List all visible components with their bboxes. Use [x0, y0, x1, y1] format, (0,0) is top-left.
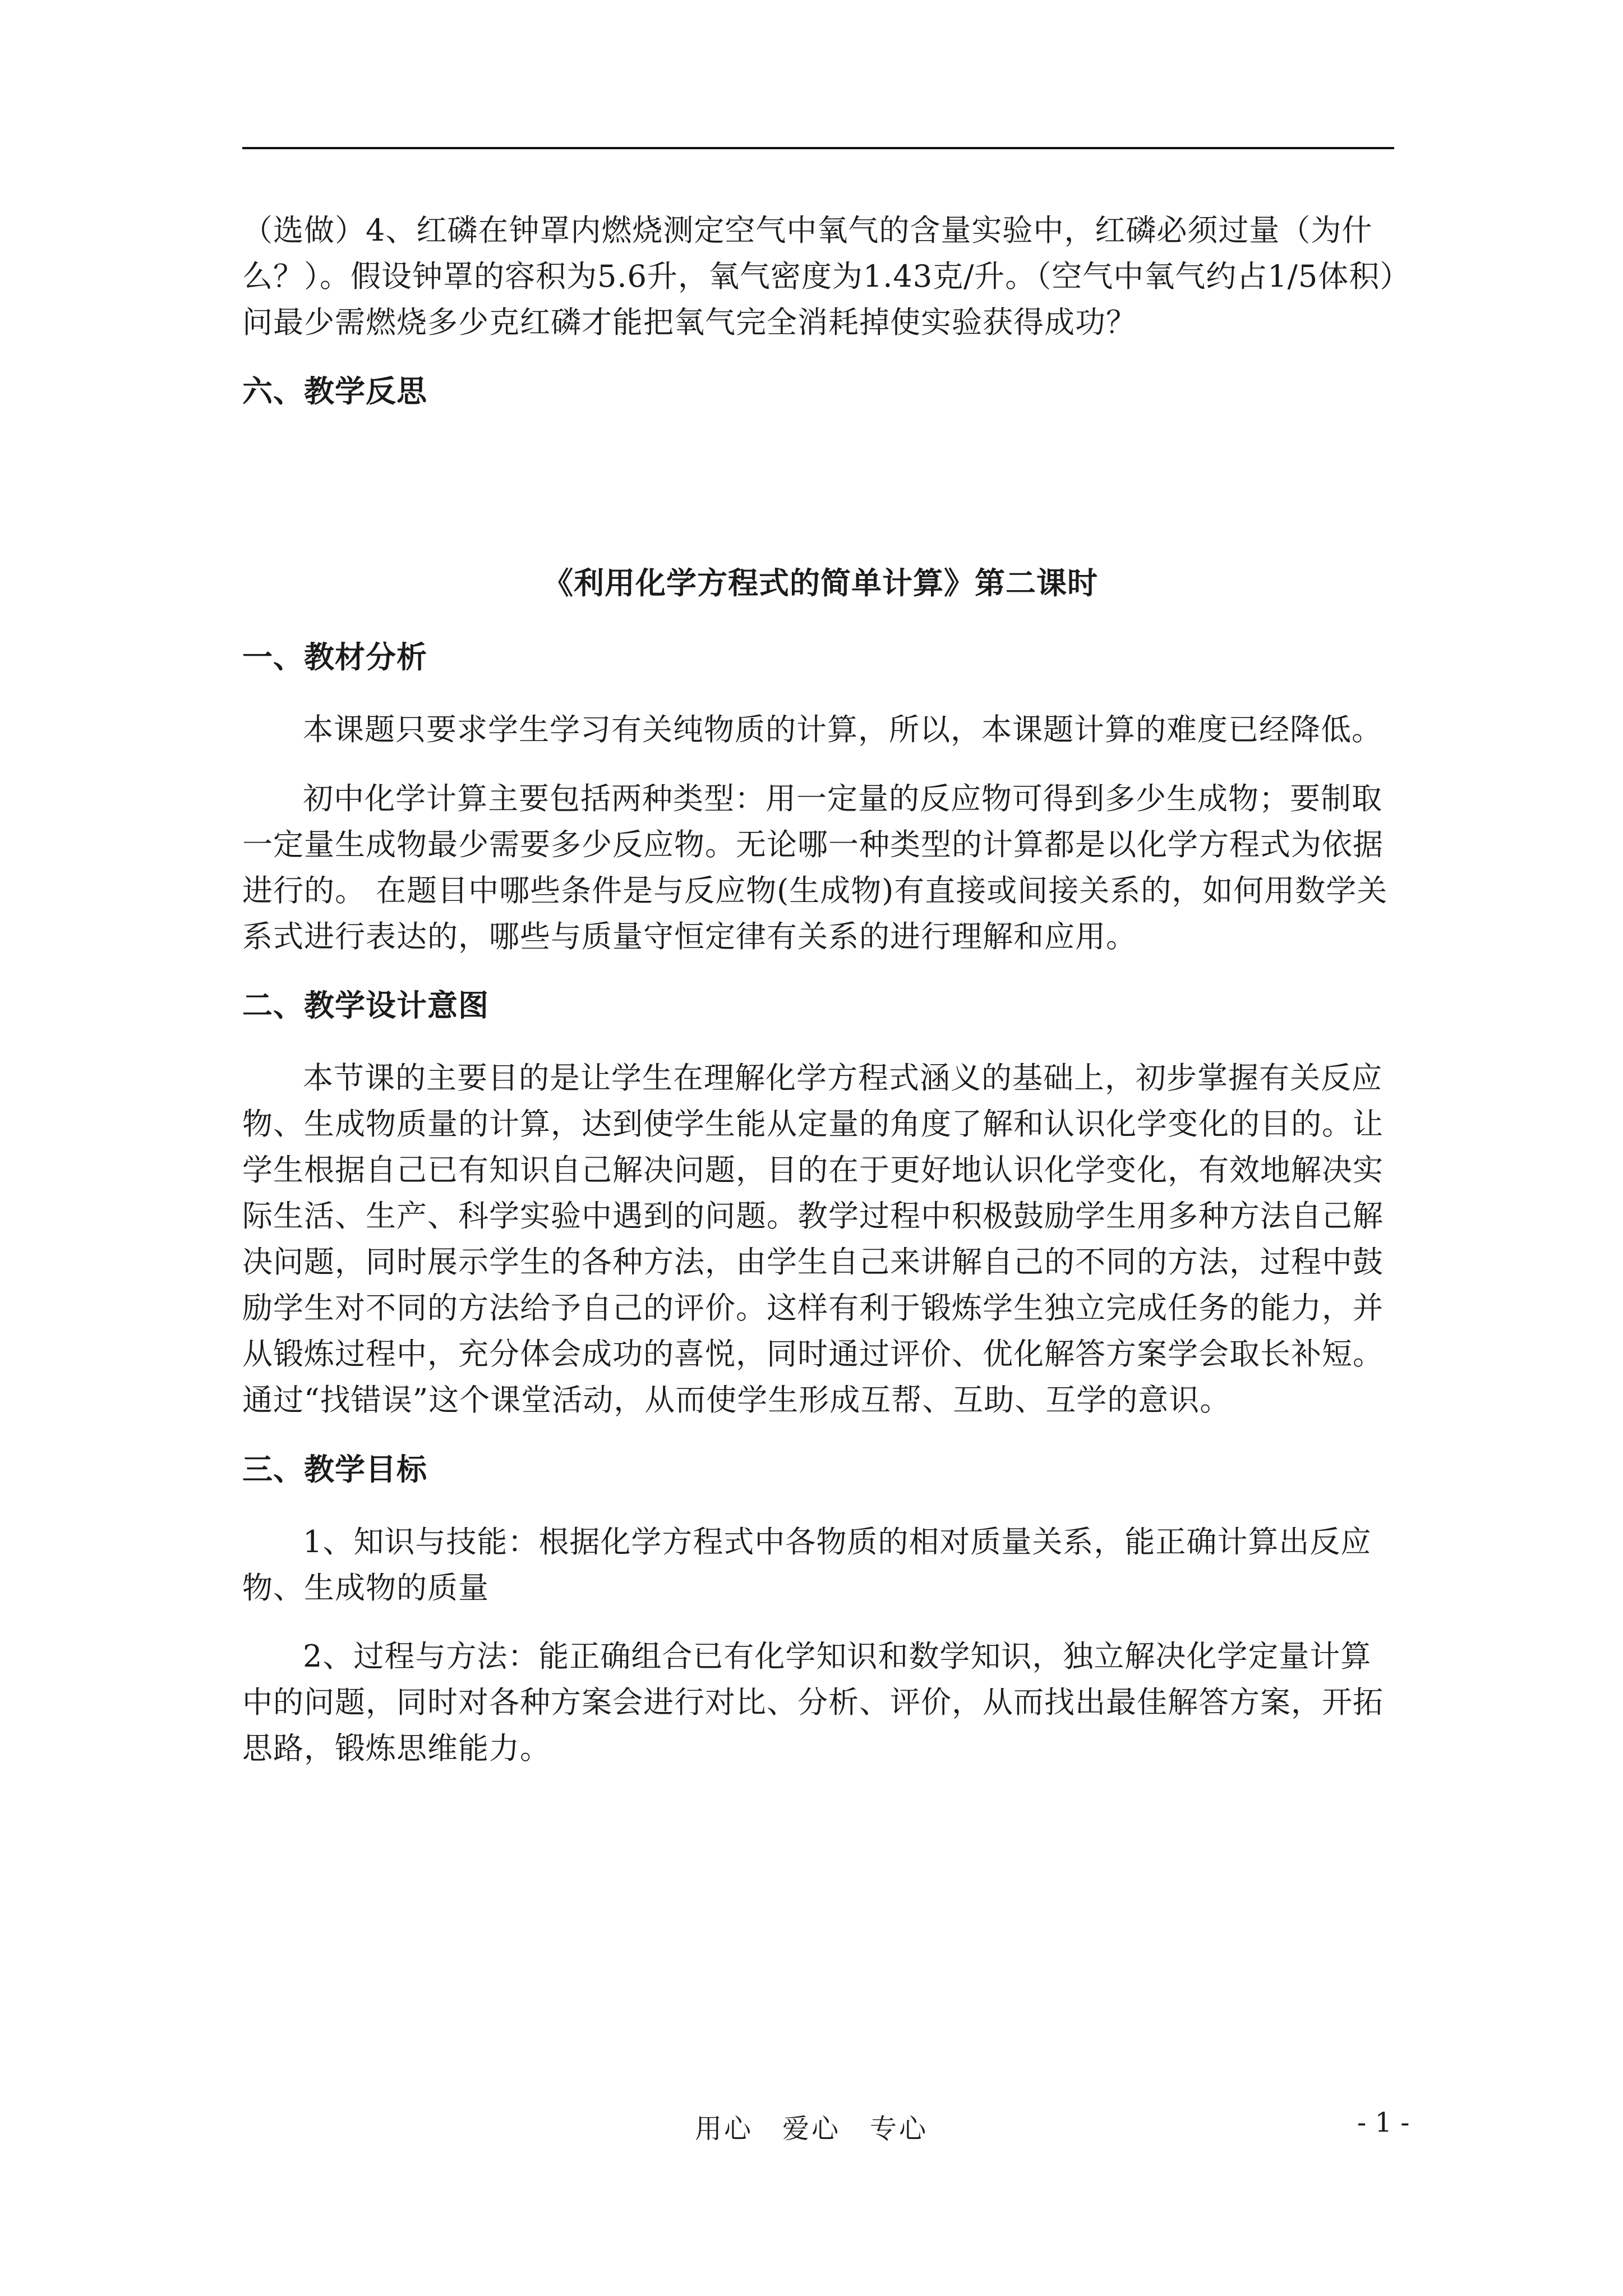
section-two-heading: 二、教学设计意图 — [242, 987, 489, 1023]
section-three-paragraph-1: 1、知识与技能：根据化学方程式中各物质的相对质量关系，能正确计算出反应物、生成物的质量 — [242, 1524, 1372, 1605]
section-three-heading: 三、教学目标 — [242, 1451, 427, 1487]
page-number: - 1 - — [1357, 2107, 1410, 2138]
section-one-paragraph-2: 初中化学计算主要包括两种类型：用一定量的反应物可得到多少生成物；要制取一定量生成物最少需要多少反应物。无论哪一种类型的计算都是以化学方程式为依据进行的。 在题目中哪些条件是与反应物(生成物)有直接或间接关系的，如何用数学关系式进行表达的，哪些与质量守恒定律有关系的进行理解和应用。 — [242, 780, 1388, 954]
lesson-title: 《利用化学方程式的简单计算》第二课时 — [543, 565, 1098, 601]
section-one-heading: 一、教材分析 — [242, 639, 427, 675]
section-two-paragraph-1: 本节课的主要目的是让学生在理解化学方程式涵义的基础上，初步掌握有关反应物、生成物质量的计算，达到使学生能从定量的角度了解和认识化学变化的目的。让学生根据自己已有知识自己解决问题，目的在于更好地认识化学变化，有效地解决实际生活、生产、科学实验中遇到的问题。教学过程中积极鼓励学生用多种方法自己解决问题，同时展示学生的各种方法，由学生自己来讲解自己的不同的方法，过程中鼓励学生对不同的方法给予自己的评价。这样有利于锻炼学生独立完成任务的能力，并从锻炼过程中，充分体会成功的喜悦，同时通过评价、优化解答方案学会取长补短。通过“找错误”这个课堂活动，从而使学生形成互帮、互助、互学的意识。 — [242, 1060, 1384, 1418]
section-six-heading: 六、教学反思 — [242, 373, 427, 409]
section-one-paragraph-1: 本课题只要求学生学习有关纯物质的计算，所以，本课题计算的难度已经降低。 — [303, 712, 1382, 748]
header-rule — [242, 147, 1394, 149]
section-three-paragraph-2: 2、过程与方法：能正确组合已有化学知识和数学知识，独立解决化学定量计算中的问题，同时对各种方案会进行对比、分析、评价，从而找出最佳解答方案，开拓思路，锻炼思维能力。 — [242, 1638, 1384, 1766]
document-body — [242, 208, 1399, 1794]
exercise-paragraph: （选做）4、红磷在钟罩内燃烧测定空气中氧气的含量实验中，红磷必须过量（为什么？）。假设钟罩的容积为5.6升，氧气密度为1.43克/升。（空气中氧气约占1/5体积）问最少需燃烧多少克红磷才能把氧气完全消耗掉使实验获得成功？ — [242, 213, 1396, 341]
footer-motto: 用心 爱心 专心 — [694, 2113, 928, 2145]
